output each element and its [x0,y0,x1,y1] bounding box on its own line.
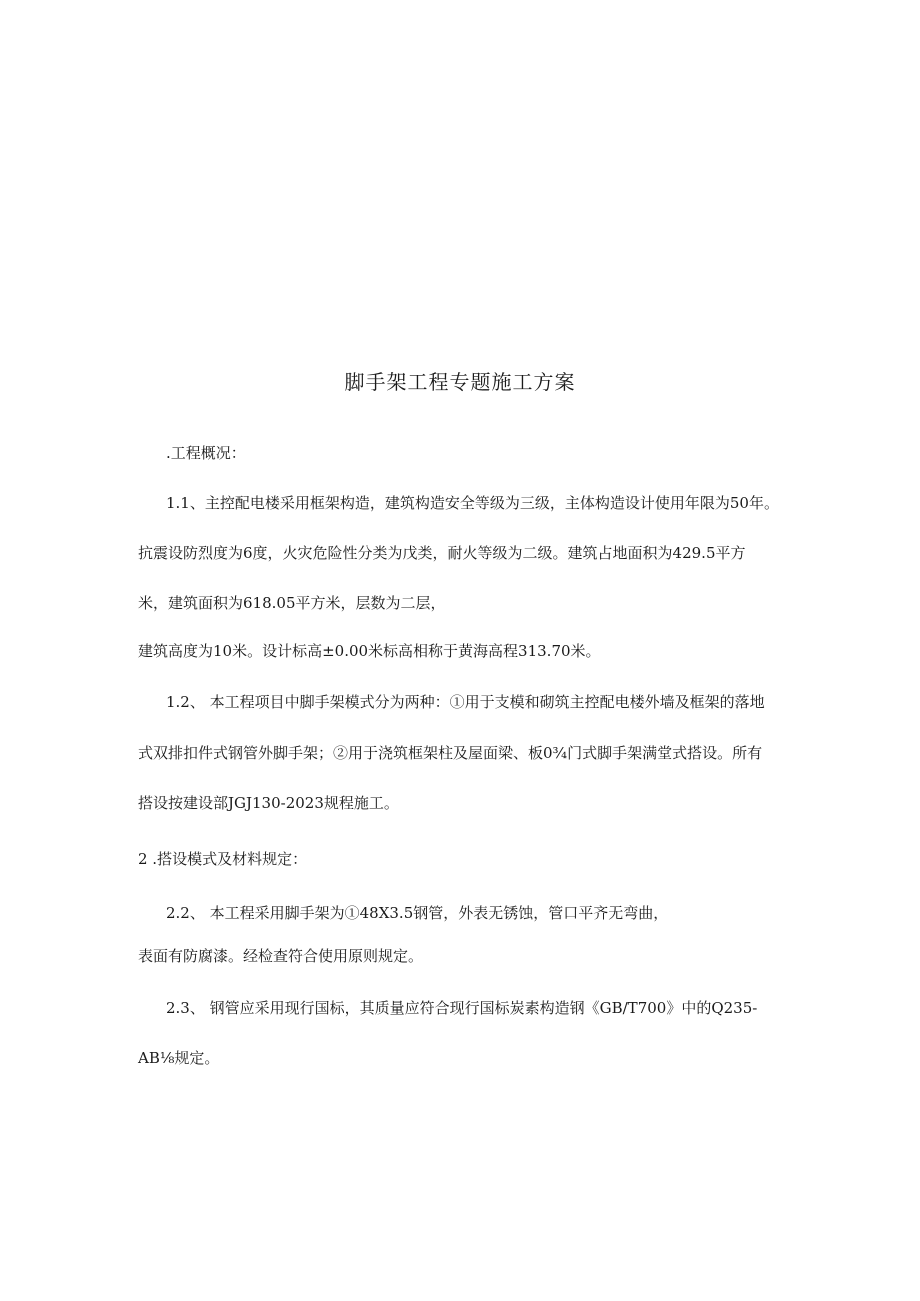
paragraph-1-1-line-3: 米，建筑面积为618.05平方米，层数为二层， [138,594,446,612]
paragraph-1-2-line-3: 搭设按建设部JGJ130-2023规程施工。 [138,794,399,812]
paragraph-2-2-line-1: 2.2、 本工程采用脚手架为①48X3.5钢管，外表无锈蚀，管口平齐无弯曲， [166,904,669,922]
paragraph-2-2-line-2: 表面有防腐漆。经检查符合使用原则规定。 [138,947,424,965]
section-1-heading: .工程概况： [166,444,246,462]
paragraph-2-3-line-2: AB⅛规定。 [138,1049,220,1067]
paragraph-1-2-line-2: 式双排扣件式钢管外脚手架；②用于浇筑框架柱及屋面梁、板0¾门式脚手架满堂式搭设。所有 [138,744,763,762]
paragraph-1-1-line-2: 抗震设防烈度为6度，火灾危险性分类为戊类，耐火等级为二级。建筑占地面积为429.5平方 [138,544,746,562]
paragraph-2-3-line-1: 2.3、 钢管应采用现行国标，其质量应符合现行国标炭素构造钢《GB/T700》中的Q235- [166,999,758,1017]
paragraph-1-1-line-1: 1.1、主控配电楼采用框架构造，建筑构造安全等级为三级，主体构造设计使用年限为50年。 [166,494,779,512]
paragraph-1-2-line-1: 1.2、 本工程项目中脚手架模式分为两种：①用于支模和砌筑主控配电楼外墙及框架的落地 [166,693,765,711]
document-title: 脚手架工程专题施工方案 [344,370,576,394]
section-2-heading: 2 .搭设模式及材料规定： [138,850,308,868]
paragraph-1-1-line-4: 建筑高度为10米。设计标高±0.00米标高相称于黄海高程313.70米。 [138,642,601,660]
